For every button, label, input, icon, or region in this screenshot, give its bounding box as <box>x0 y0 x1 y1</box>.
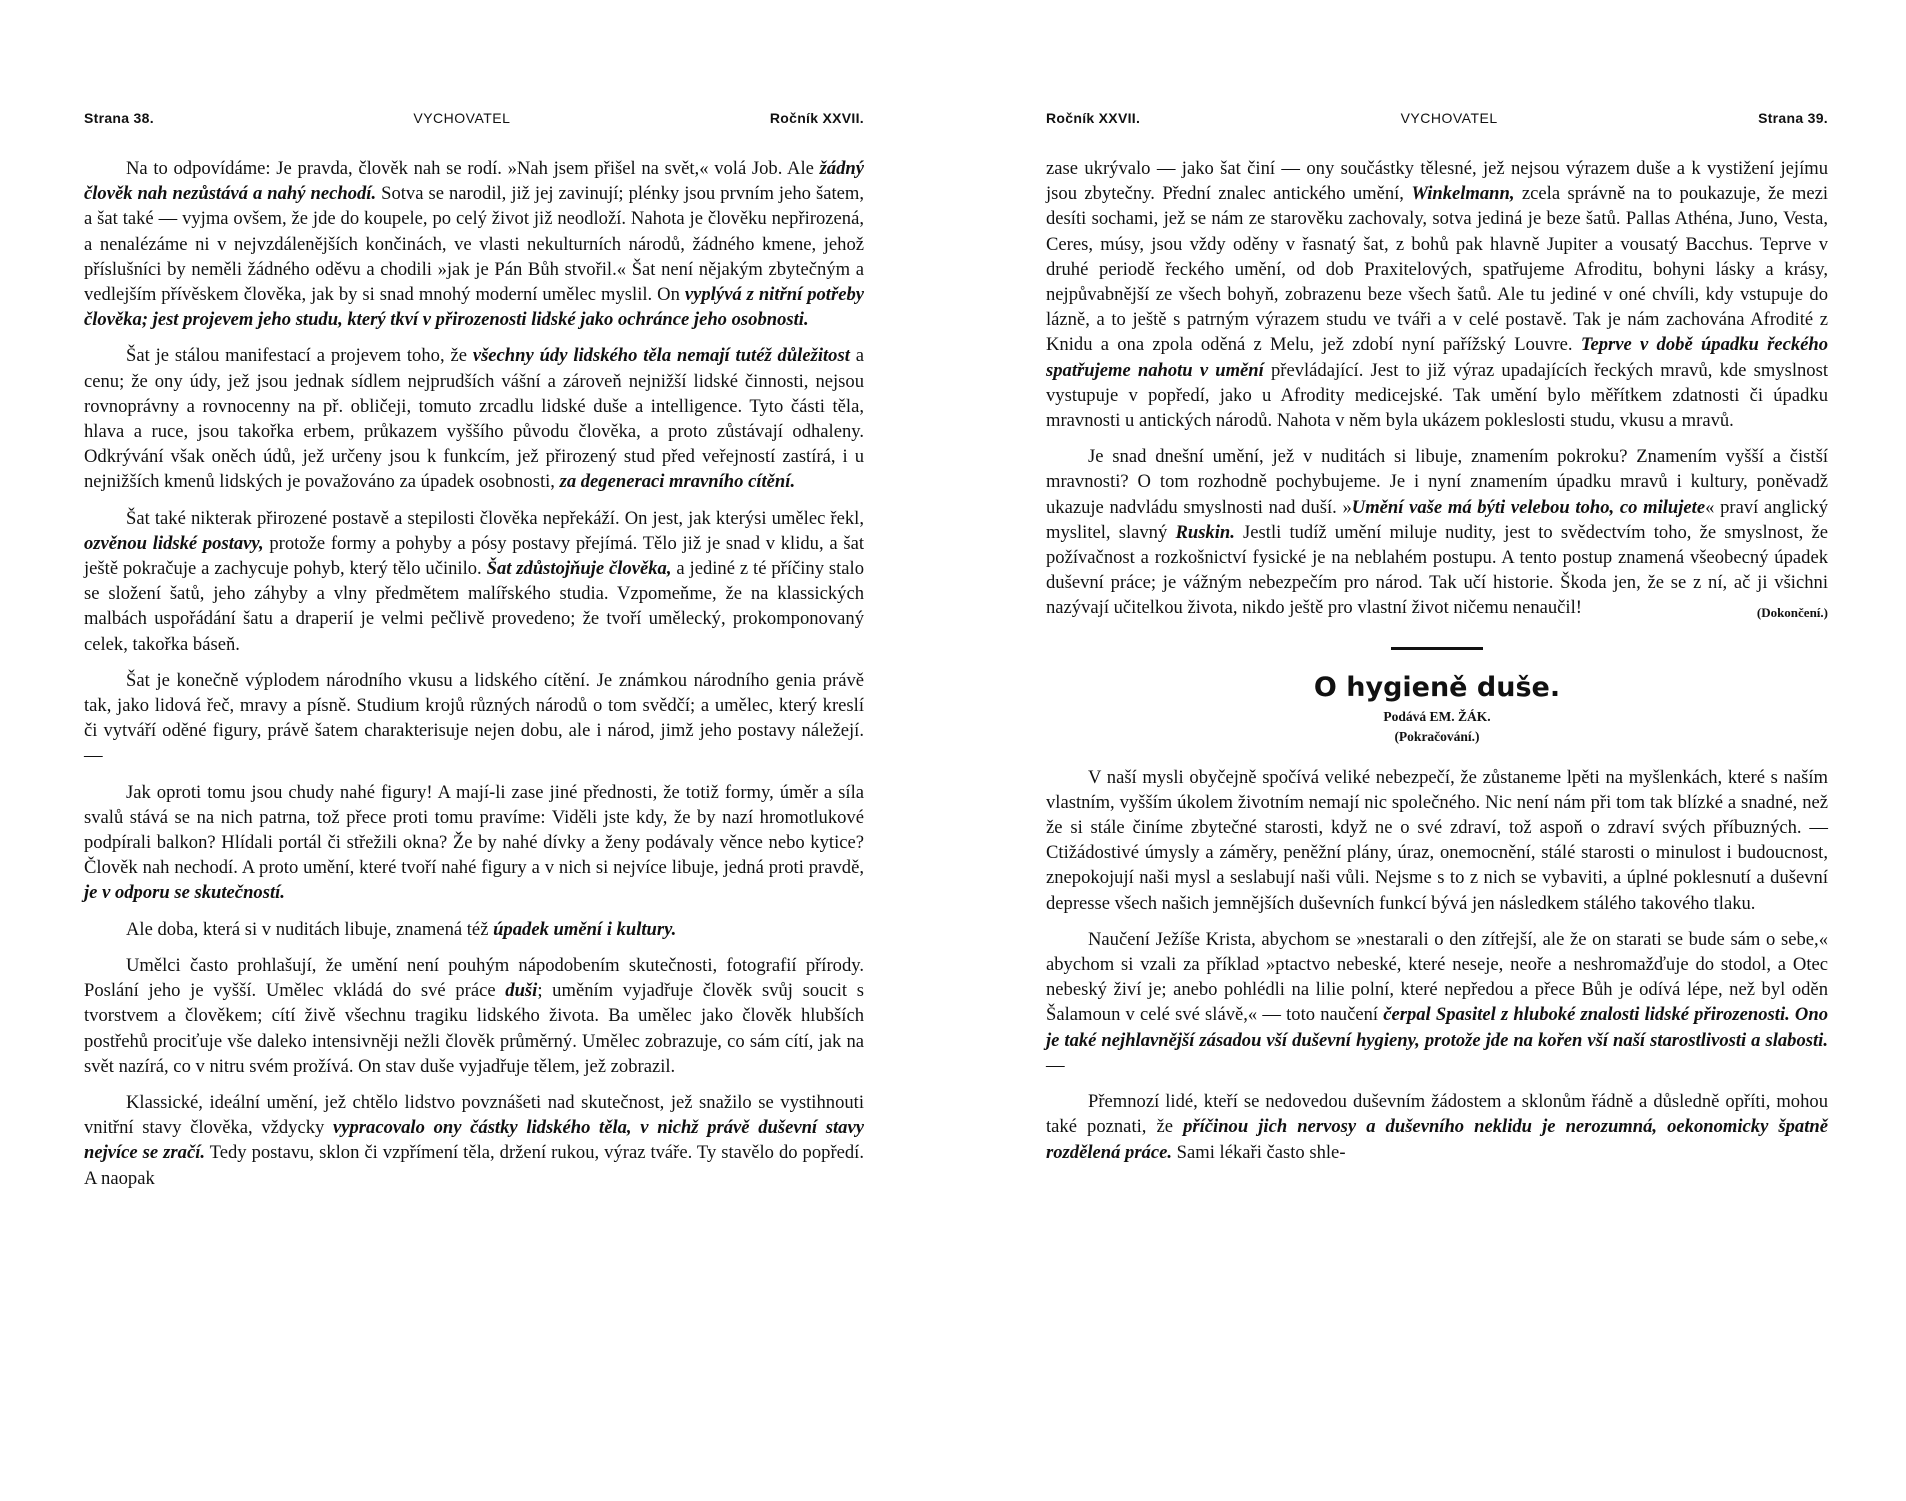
paragraph: Naučení Ježíše Krista, abychom se »nestarali o den zítřejší, ale že on starati se bude sám o sebe,« abychom si vzali za příklad »ptactvo nebeské, které neseje, neoře a neshromažďuje do stodol, a Otec nebeský živí je; anebo pohlédli na lilie polní, které nepředou a přece Bůh je odívá lépe, než byl oděn Šalamoun v celé své slávě,« — toto naučení čerpal Spasitel z hluboké znalosti lidské přirozenosti. Ono je také nejhlavnější zásadou vší duševní hygieny, protože jde na kořen vší naší starostlivosti a slabosti. — <box>1046 928 1828 1076</box>
article-title: O hygieně duše. <box>1313 671 1561 703</box>
paragraph: Umělci často prohlašují, že umění není pouhým nápodobením skutečnosti, fotografií přírody. Poslání jeho je vyšší. Umělec vkládá do své práce duši; uměním vyjadřuje člověk svůj soucit s tvorstvem a člověkem; cítí živě všechnu tragiku lidského života. Ba umělec jako člověk hlubších postřehů prociťuje vše daleko intensivněji nežli člověk průměrný. Umělec zobrazuje, co sám cítí, jak na svět nazírá, co v nitru svém prožívá. On stav duše vyjadřuje tělem, jež zobrazil. <box>84 954 864 1077</box>
volume-label: Ročník XXVII. <box>1046 110 1141 126</box>
paragraph: Šat je stálou manifestací a projevem toho, že všechny údy lidského těla nemají tutéž důležitost a cenu; že ony údy, jež jsou jednak sídlem nejprudších vášní a zároveň nejnižší lidské činnosti, nejsou rovnoprávny a rovnocenny na př. obličeji, tomuto zrcadlu lidské duše a intelligence. Tyto části těla, hlava a ruce, jsou takořka erbem, průkazem vyššího původu člověka, a proto zůstávají odhaleny. Odkrývání však oněch údů, jež určeny jsou k funkcím, jež přirozený stud před veřejností zastírá, i u nejnižších kmenů lidských je považováno za úpadek osobnosti, za degeneraci mravního cítění. <box>84 345 864 493</box>
paragraph: Šat je konečně výplodem národního vkusu a lidského cítění. Je známkou národního genia právě tak, jako lidová řeč, mravy a písně. Studium krojů různých národů o tom svědčí; a umělec, který kreslí či vytváří oděné figury, právě šatem charakterisuje nejen dobu, ale i národ, jimž jeho postavy náležejí. — <box>84 669 864 767</box>
paragraph: V naší mysli obyčejně spočívá veliké nebezpečí, že zůstaneme lpěti na myšlenkách, které s naším vlastním, vyšším úkolem životním nemají nic společného. Nic není nám při tom tak blízké a snadné, než že si stále činíme zbytečné starosti, když ne o své zdraví, tož aspoň o zdraví svých příbuzných. — Ctižádostivé úmysly a záměry, peněžní plány, úraz, onemocnění, stálé starosti o minulost i budoucnost, znepokojují naši mysl a seslabují naši vůli. Nejsme s to z nich se vybaviti, a úplné poklesnutí a duševní depresse všech našich jemnějších duševních funkcí bývá jen následkem stálého takového tlaku. <box>1046 766 1828 914</box>
continuation-note: (Dokončení.) <box>1756 605 1828 621</box>
left-page <box>84 110 864 1202</box>
left-body <box>84 156 864 1191</box>
right-body <box>1046 156 1828 1165</box>
paragraph: Na to odpovídáme: Je pravda, člověk nah se rodí. »Nah jsem přišel na svět,« volá Job. Ale žádný člověk nah nezůstává a nahý nechodí. Sotva se narodil, již jej zavinují; plénky jsou prvním jeho šatem, a šat také — vyjma ovšem, že jde do koupele, po celý život již neodloží. Nahota je člověku nepřirozená, a nenalézáme ni v nejvzdálenějších končinách, ve vlasti nekulturních národů, žádného kmene, jehož příslušníci by neměli žádného oděvu a chodili »jak je Pán Bůh stvořil.« Šat není nějakým zbytečným a vedlejším přívěskem člověka, jak by si snad mnohý moderní umělec myslil. On vyplývá z nitřní potřeby člověka; jest projevem jeho studu, který tkví v přirozenosti lidské jako ochránce jeho osobnosti. <box>84 158 865 331</box>
paragraph: Je snad dnešní umění, jež v nuditách si libuje, znamením pokroku? Znamením vyšší a čistší mravnosti? O tom rozhodně pochybujeme. Je i nyní znamením úpadku mravů i kultury, poněvadž ukazuje nadvládu smyslnosti nad duší. »Umění vaše má býti velebou toho, co milujete« praví anglický myslitel, slavný Ruskin. Jestli tudíž umění miluje nudity, jest to svědectvím toho, že smyslnost, že požívačnost a rozkošnictví fysické je na neblahém postupu. A tento postup znamená všeobecný úpadek duševní práce; je vážným nebezpečím pro národ. Tak učí historie. Škoda jen, že se z ní, ač ji všichni nazývají učitelkou života, nikdo ještě pro vlastní život ničemu nenaučil! (Dokončení.) <box>1046 444 1828 620</box>
running-head-right <box>1046 110 1828 126</box>
paragraph: Šat také nikterak přirozené postavě a stepilosti člověka nepřekáží. On jest, jak kterýsi umělec řekl, ozvěnou lidské postavy, protože formy a pohyby a pósy postavy přejímá. Tělo již je snad v klidu, a šat ještě pokračuje a zachycuje pohyb, který tělo učinilo. Šat zdůstojňuje člověka, a jediné z té příčiny stalo se složení šatů, jeho záhyby a vlny předmětem malířského studia. Vzpomeňme, že na klassických malbách uspořádání šatu a draperií je velmi pečlivě provedeno; že tvoří umělecký, prokomponovaný celek, takořka báseň. <box>84 507 865 655</box>
continuation-label: (Pokračování.) <box>1394 728 1480 744</box>
journal-title: VYCHOVATEL <box>1400 110 1498 126</box>
paragraph: Klassické, ideální umění, jež chtělo lidstvo povznášeti nad skutečnost, jež snažilo se vystihnouti vnitřní stavy člověka, vždycky vypracovalo ony částky lidského těla, v nichž právě duševní stavy nejvíce se zračí. Tedy postavu, sklon či vzpřímení těla, držení rukou, výraz tváře. Ty stavělo do popředí. A naopak <box>84 1091 864 1189</box>
paragraph: Ale doba, která si v nuditách libuje, znamená též úpadek umění i kultury. <box>126 918 677 940</box>
article-byline: Podává EM. ŽÁK. <box>1383 708 1491 724</box>
paragraph: Přemnozí lidé, kteří se nedovedou duševním žádostem a sklonům řádně a důsledně opříti, mohou také poznati, že příčinou jich nervosy a duševního neklidu je nerozumná, oekonomicky špatně rozdělená práce. Sami lékaři často shle- <box>1046 1091 1828 1163</box>
volume-label: Ročník XXVII. <box>769 110 864 126</box>
paragraph: zase ukrývalo — jako šat činí — ony součástky tělesné, jež nejsou výrazem duše a k vystižení jejímu jsou zbytečny. Přední znalec antického umění, Winkelmann, zcela správně na to poukazuje, že mezi desíti sochami, jež se nám ze starověku zachovaly, sotva jediná je beze šatů. Pallas Athéna, Juno, Vesta, Ceres, músy, jsou vždy oděny v řasnatý šat, z bohů pak hlavně Jupiter a vousatý Bacchus. Teprve v druhé periodě řeckého umění, od dob Praxitelových, spatřujeme Afroditu, bohyni lásky a krásy, nejpůvabnější ze všech bohyň, zobrazenu beze všech šatů. Ale tu jediné v oné chvíli, kdy vstupuje do lázně, a to ještě s patrným výrazem studu ve tváři a v celé postavě. Tak je nám zachována Afrodité z Knidu a ona zpola oděná z Melu, jež zdobí nyní pařížský Louvre. Teprve v době úpadku řeckého spatřujeme nahotu v umění převládající. Jest to již výraz upadajících řeckých mravů, kde smyslnost vystupuje v popředí, jako u Afrodity medicejské. Tak umění bylo měřítkem zdatnosti či úpadku mravnosti u antických národů. Nahota v něm byla ukázem pokleslosti studu, vkusu a mravů. <box>1046 158 1829 432</box>
right-page <box>1046 110 1828 1176</box>
paragraph: Jak oproti tomu jsou chudy nahé figury! A mají-li zase jiné přednosti, že totiž formy, úměr a síla svalů stává se na nich patrna, tož přece proti tomu pravíme: Viděli jste kdy, že by nazí hromotlukové podpírali balkon? Hlídali portál či střežili okna? Že by nahé dívky a ženy podávaly věnce nebo kytice? Člověk nah nechodí. A proto umění, které tvoří nahé figury a v nich si nejvíce libuje, jedná proti pravdě, je v odporu se skutečností. <box>84 781 864 904</box>
running-head-left <box>84 110 864 126</box>
section-divider <box>1391 647 1483 650</box>
page-number: Strana 39. <box>1758 110 1828 126</box>
journal-title: VYCHOVATEL <box>413 110 511 126</box>
page-number: Strana 38. <box>84 110 154 126</box>
